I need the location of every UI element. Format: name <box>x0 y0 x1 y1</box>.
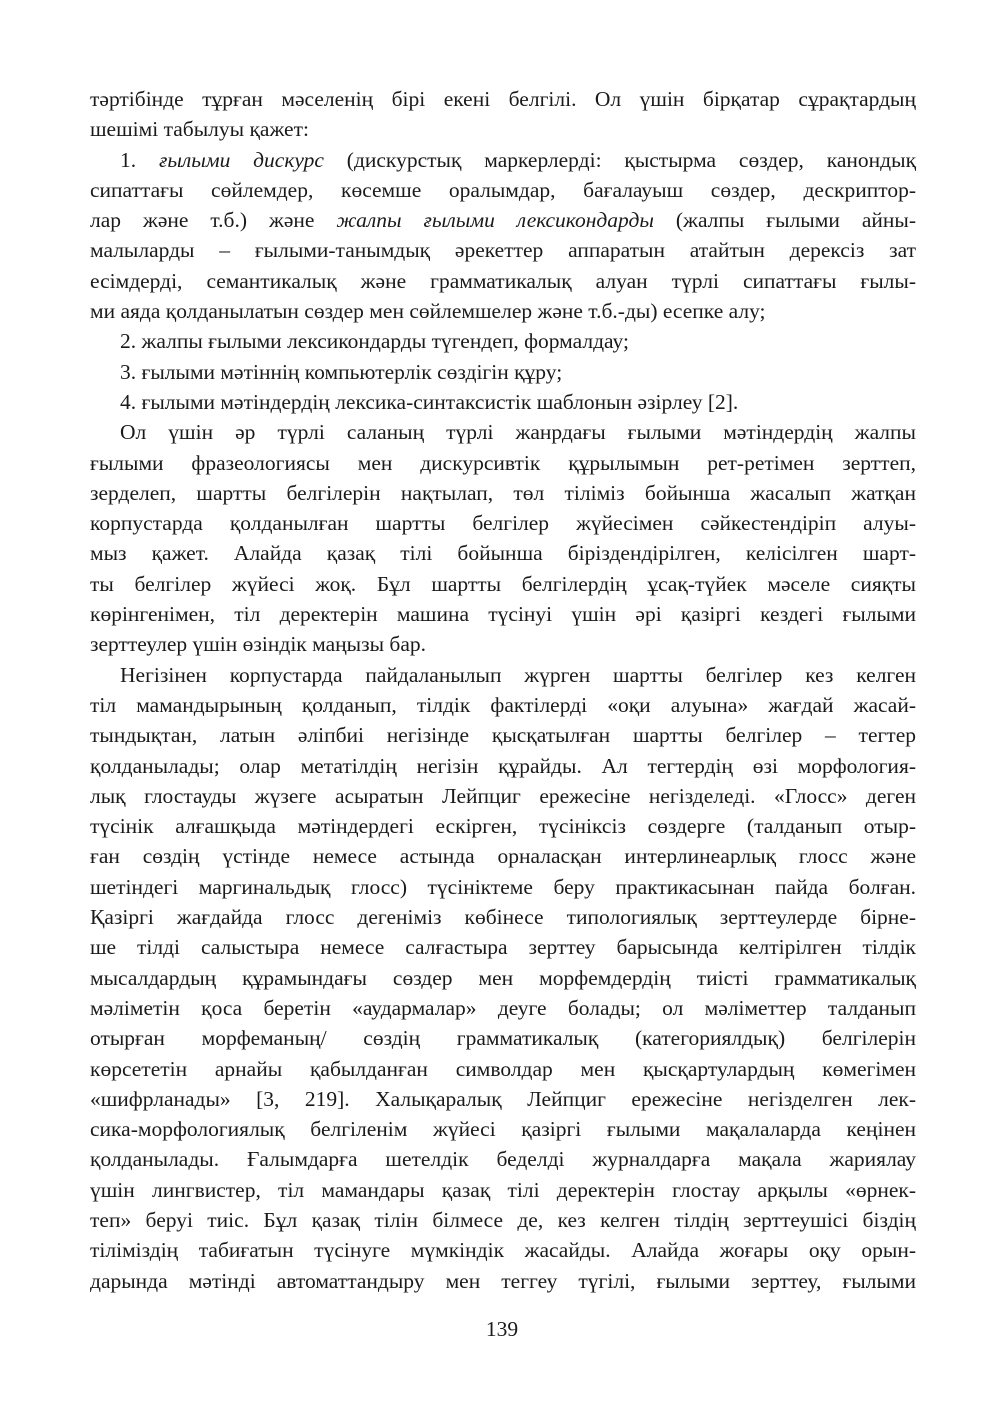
text-line: зерттеулер үшін өзіндік маңызы бар. <box>90 632 426 657</box>
text-line: тіл мамандырының қолданып, тілдік фактілерді «оқи алуына» жағдай жасай- <box>90 692 916 717</box>
text-line: отырған морфеманың/ сөздің грамматикалық (категориялдық) белгілерін <box>90 1026 916 1051</box>
text-line: лық глостауды жүзеге асыратын Лейпциг ережесіне негізделеді. «Глосс» деген <box>90 783 916 808</box>
text-line: қолданылады. Ғалымдарға шетелдік беделді журналдарға мақала жариялау <box>90 1147 916 1172</box>
text-line: тындықтан, латын әліпбиі негізінде қысқатылған шартты белгілер – тегтер <box>90 723 916 748</box>
text-line: көрінгенімен, тіл деректерін машина түсінуі үшін әрі қазіргі кездегі ғылыми <box>90 602 916 627</box>
page-number: 139 <box>485 1317 519 1341</box>
text-line: зерделеп, шартты белгілерін нақтылап, төл тіліміз бойынша жасалып жатқан <box>90 480 916 505</box>
page-body <box>90 84 916 1296</box>
text-span: лар және т.б.) және <box>90 208 337 233</box>
text-line: қолданылады; олар метатілдің негізін құрайды. Ал тегтердің өзі морфология- <box>90 753 916 778</box>
text-span: (дискурстық маркерлерді: қыстырма сөздер, канондық <box>323 147 917 172</box>
text-line: үшін лингвистер, тіл мамандары қазақ тілі деректерін глостау арқылы «өрнек- <box>90 1177 916 1202</box>
text-line: теп» беруі тиіс. Бұл қазақ тілін білмесе де, кез келген тілдің зерттеушісі біздің <box>90 1207 916 1232</box>
text-line: есімдерді, семантикалық және грамматикалық алуан түрлі сипаттағы ғылы- <box>90 268 916 293</box>
text-line: ғылыми фразеологиясы мен дискурсивтік құрылымын рет-ретімен зерттеп, <box>90 450 916 475</box>
text-line: түсінік алғашқыда мәтіндердегі ескірген, түсініксіз сөздерге (талданып отыр- <box>90 814 916 839</box>
text-line: сика-морфологиялық белгіленім жүйесі қазіргі ғылыми мақалаларда кеңінен <box>90 1117 916 1142</box>
list-number: 1. <box>120 147 159 172</box>
text-line: Негізінен корпустарда пайдаланылып жүрген шартты белгілер кез келген <box>120 662 916 687</box>
text-line: ми аяда қолданылатын сөздер мен сөйлемшелер және т.б.-ды) есепке алу; <box>90 299 766 324</box>
list-item-1-line <box>90 205 916 235</box>
text-line: тіліміздің табиғатын түсінуге мүмкіндік жасайды. Алайда жоғары оқу орын- <box>90 1238 916 1263</box>
text-line: шетіндегі маргинальдық глосс) түсініктеме беру практикасынан пайда болған. <box>90 874 916 899</box>
text-line: Қазіргі жағдайда глосс дегеніміз көбінесе типологиялық зерттеулерде бірне- <box>90 905 916 930</box>
text-line: ше тілді салыстыра немесе салғастыра зерттеу барысында келтірілген тілдік <box>90 935 916 960</box>
text-line: көрсететін арнайы қабылданған символдар мен қысқартулардың көмегімен <box>90 1056 916 1081</box>
text-line: малыларды – ғылыми-танымдық әрекеттер аппаратын атайтын дерексіз зат <box>90 238 916 263</box>
text-line: ған сөздің үстінде немесе астында орналасқан интерлинеарлық глосс және <box>90 844 916 869</box>
text-span: (жалпы ғылыми айны- <box>653 208 916 233</box>
text-line: мыз қажет. Алайда қазақ тілі бойынша біріздендірілген, келісілген шарт- <box>90 541 916 566</box>
term-italic: жалпы ғылыми лексикондарды <box>336 208 654 233</box>
text-line: тәртібінде тұрған мәселенің бірі екені белгілі. Ол үшін бірқатар сұрақтардың <box>90 87 916 111</box>
list-item-1-line <box>90 145 916 175</box>
text-line: ты белгілер жүйесі жоқ. Бұл шартты белгілердің ұсақ-түйек мәселе сияқты <box>90 571 916 596</box>
text-line: «шифрланады» [3, 219]. Халықаралық Лейпциг ережесіне негізделген лек- <box>90 1086 916 1111</box>
text-line: Ол үшін әр түрлі саланың түрлі жанрдағы ғылыми мәтіндердің жалпы <box>120 420 916 445</box>
list-item-4: 4. ғылыми мәтіндердің лексика-синтаксистік шаблонын әзірлеу [2]. <box>120 389 739 414</box>
term-italic: ғылыми дискурс <box>158 147 324 172</box>
text-line: мысалдардың құрамындағы сөздер мен морфемдердің тиісті грамматикалық <box>90 965 916 990</box>
text-line: корпустарда қолданылған шартты белгілер жүйесімен сәйкестендіріп алуы- <box>90 511 916 536</box>
text-line: дарында мәтінді автоматтандыру мен теггеу түгілі, ғылыми зерттеу, ғылыми <box>90 1268 916 1293</box>
list-item-3: 3. ғылыми мәтіннің компьютерлік сөздігін құру; <box>120 359 563 384</box>
text-line: сипаттағы сөйлемдер, көсемше оралымдар, бағалауыш сөздер, дескриптор- <box>90 177 916 202</box>
list-item-2: 2. жалпы ғылыми лексикондарды түгендеп, формалдау; <box>120 329 629 354</box>
text-line: мәліметін қоса беретін «аудармалар» деуге болады; ол мәліметтер талданып <box>90 995 916 1020</box>
text-line: шешімі табылуы қажет: <box>90 117 309 142</box>
